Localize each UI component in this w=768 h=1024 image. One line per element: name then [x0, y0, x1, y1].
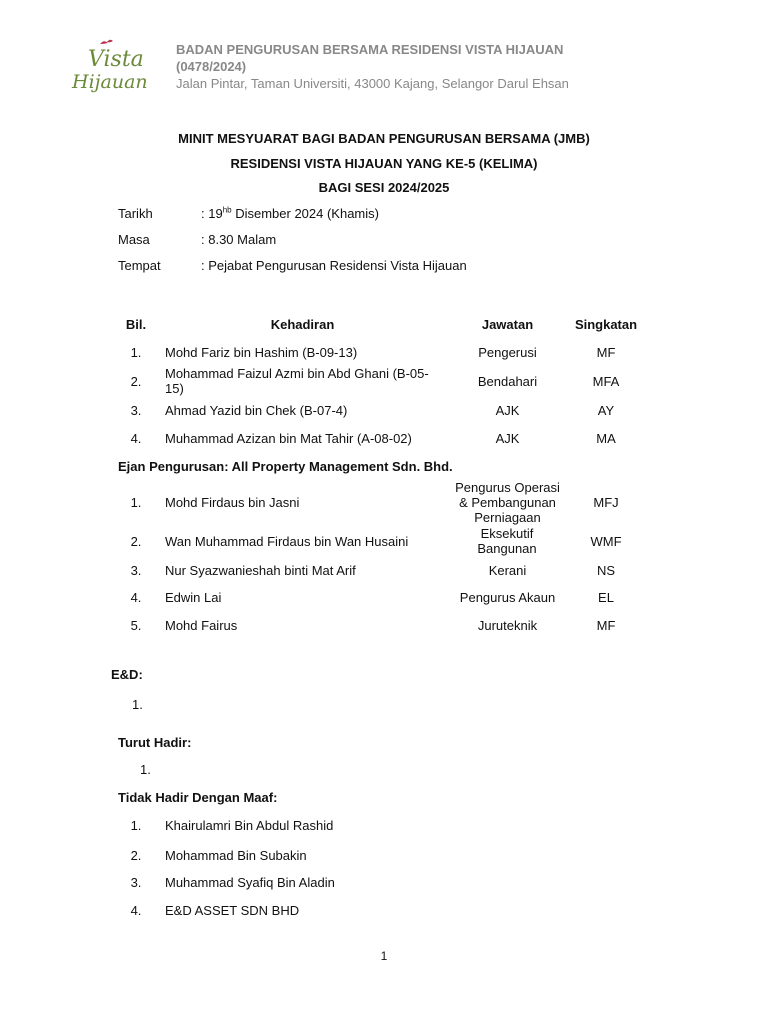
column-header-bil: Bil.	[125, 317, 147, 332]
agent-row-2-singkatan: WMF	[590, 534, 622, 549]
turut-hadir-item-1: 1.	[140, 762, 151, 777]
absent-row-3-no: 3.	[130, 875, 142, 890]
absent-heading: Tidak Hadir Dengan Maaf:	[118, 790, 278, 805]
committee-row-2-no: 2.	[130, 374, 142, 389]
committee-row-2-jawatan: Bendahari	[477, 374, 538, 389]
absent-row-1-no: 1.	[130, 818, 142, 833]
vista-hijauan-logo	[62, 36, 160, 96]
minutes-title-line3: BAGI SESI 2024/2025	[318, 180, 450, 195]
agent-row-3-name: Nur Syazwanieshah binti Mat Arif	[165, 563, 356, 578]
agent-row-5-singkatan: MF	[596, 618, 616, 633]
organisation-header	[176, 41, 569, 92]
agent-row-1-singkatan: MFJ	[593, 495, 619, 510]
page-number: 1	[380, 949, 388, 963]
date-label: Tarikh	[118, 206, 153, 221]
place-value: : Pejabat Pengurusan Residensi Vista Hijauan	[201, 258, 467, 273]
committee-row-2-singkatan: MFA	[592, 374, 620, 389]
svg-text:Vista: Vista	[88, 47, 144, 72]
agent-row-5-jawatan: Juruteknik	[477, 618, 538, 633]
agent-row-2-name: Wan Muhammad Firdaus bin Wan Husaini	[165, 534, 409, 549]
agent-row-4-no: 4.	[130, 590, 142, 605]
committee-row-3-no: 3.	[130, 403, 142, 418]
committee-row-3-singkatan: AY	[597, 403, 615, 418]
agent-row-1-name: Mohd Firdaus bin Jasni	[165, 495, 300, 510]
absent-row-4-no: 4.	[130, 903, 142, 918]
agent-row-2-no: 2.	[130, 534, 142, 549]
time-value: : 8.30 Malam	[201, 232, 277, 247]
time-label: Masa	[118, 232, 150, 247]
turut-hadir-heading: Turut Hadir:	[118, 735, 192, 750]
column-header-kehadiran: Kehadiran	[270, 317, 335, 332]
committee-row-1-singkatan: MF	[596, 345, 616, 360]
agent-row-4-jawatan: Pengurus Akaun	[459, 590, 556, 605]
absent-row-4-name: E&D ASSET SDN BHD	[165, 903, 300, 918]
agent-row-1-jawatan: Pengurus Operasi & Pembangunan Perniagaan	[455, 480, 560, 525]
svg-text:Hijauan: Hijauan	[72, 71, 148, 93]
management-agent-heading: Ejan Pengurusan: All Property Management Sdn. Bhd.	[118, 459, 453, 474]
absent-row-2-name: Mohammad Bin Subakin	[165, 848, 307, 863]
absent-row-2-no: 2.	[130, 848, 142, 863]
agent-row-4-singkatan: EL	[598, 590, 614, 605]
organisation-name: BADAN PENGURUSAN BERSAMA RESIDENSI VISTA HIJAUAN	[176, 42, 564, 57]
agent-row-5-name: Mohd Fairus	[165, 618, 238, 633]
absent-row-3-name: Muhammad Syafiq Bin Aladin	[165, 875, 335, 890]
committee-row-1-jawatan: Pengerusi	[478, 345, 537, 360]
place-label: Tempat	[118, 258, 161, 273]
organisation-registration: (0478/2024)	[176, 59, 247, 74]
minutes-title-line2: RESIDENSI VISTA HIJAUAN YANG KE-5 (KELIMA)	[230, 156, 538, 171]
committee-row-2-name: Mohammad Faizul Azmi bin Abd Ghani (B-05-15)	[165, 366, 429, 396]
ed-item-1: 1.	[132, 697, 143, 712]
agent-row-3-singkatan: NS	[596, 563, 616, 578]
column-header-jawatan: Jawatan	[481, 317, 534, 332]
date-value: : $19^{hb}$ Disember 2024 (Khamis)	[201, 205, 379, 221]
committee-row-4-no: 4.	[130, 431, 142, 446]
minutes-title-line1: MINIT MESYUARAT BAGI BADAN PENGURUSAN BERSAMA (JMB)	[178, 131, 590, 146]
agent-row-1-no: 1.	[130, 495, 142, 510]
committee-row-4-singkatan: MA	[596, 431, 616, 446]
agent-row-3-jawatan: Kerani	[488, 563, 527, 578]
committee-row-1-name: Mohd Fariz bin Hashim (B-09-13)	[165, 345, 358, 360]
column-header-singkatan: Singkatan	[574, 317, 638, 332]
agent-row-5-no: 5.	[130, 618, 142, 633]
agent-row-3-no: 3.	[130, 563, 142, 578]
agent-row-2-jawatan: Eksekutif Bangunan	[477, 526, 537, 556]
absent-row-1-name: Khairulamri Bin Abdul Rashid	[165, 818, 334, 833]
ed-heading: E&D:	[111, 667, 143, 682]
committee-row-4-jawatan: AJK	[495, 431, 520, 446]
committee-row-1-no: 1.	[130, 345, 142, 360]
committee-row-4-name: Muhammad Azizan bin Mat Tahir (A-08-02)	[165, 431, 412, 446]
agent-row-4-name: Edwin Lai	[165, 590, 222, 605]
organisation-address: Jalan Pintar, Taman Universiti, 43000 Kajang, Selangor Darul Ehsan	[176, 76, 569, 91]
committee-row-3-jawatan: AJK	[495, 403, 520, 418]
committee-row-3-name: Ahmad Yazid bin Chek (B-07-4)	[165, 403, 348, 418]
